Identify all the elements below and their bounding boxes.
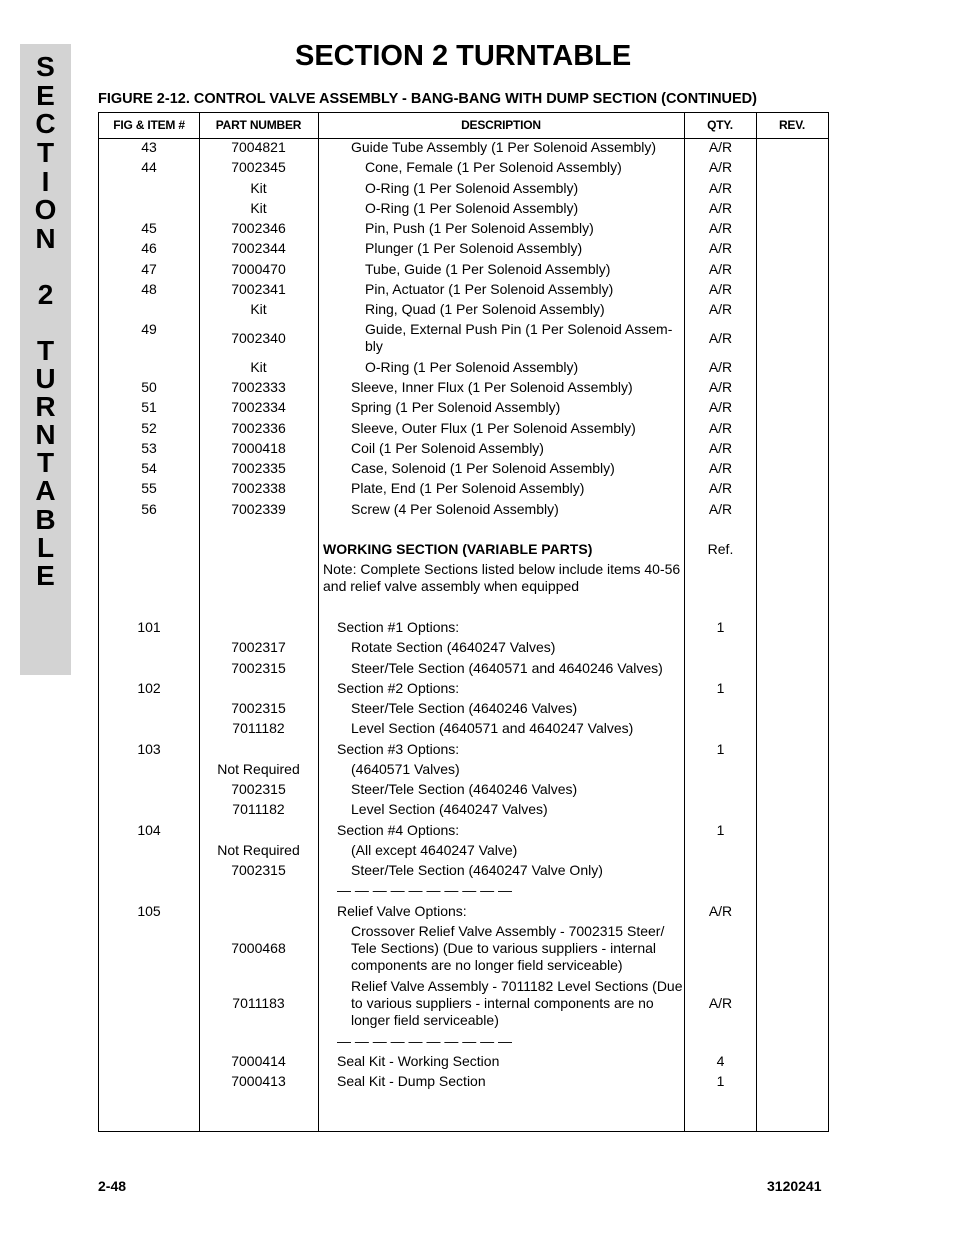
- cell-description: Pin, Actuator (1 Per Solenoid Assembly): [365, 281, 614, 297]
- cell-fig-item: 51: [141, 399, 157, 415]
- cell-description: Steer/Tele Section (4640247 Valve Only): [351, 862, 603, 878]
- cell-qty: A/R: [708, 399, 733, 415]
- cell-qty: A/R: [708, 240, 733, 256]
- side-tab-letter: O: [34, 194, 57, 225]
- cell-part-number: 7002317: [231, 639, 286, 655]
- cell-part-number: 7000470: [231, 261, 286, 277]
- cell-part-number: 7011182: [232, 801, 285, 817]
- cell-part-number: 7000413: [231, 1073, 286, 1089]
- cell-description: Seal Kit - Working Section: [337, 1053, 500, 1069]
- cell-qty: A/R: [708, 420, 733, 436]
- cell-fig-item: 105: [137, 903, 161, 919]
- parts-table: [98, 112, 829, 1132]
- cell-fig-item: 50: [141, 379, 157, 395]
- cell-part-number: 7002315: [231, 862, 286, 878]
- cell-part-number: 7002345: [231, 159, 286, 175]
- cell-part-number: 7002346: [231, 220, 286, 236]
- side-tab-letter: E: [36, 80, 55, 111]
- cell-qty: A/R: [708, 359, 733, 375]
- cell-qty: A/R: [708, 180, 733, 196]
- cell-description: Section #3 Options:: [337, 741, 460, 757]
- cell-qty: A/R: [708, 220, 733, 236]
- side-tab-letter: N: [35, 223, 56, 254]
- cell-qty: A/R: [708, 330, 733, 346]
- cell-fig-item: 43: [141, 139, 157, 155]
- cell-qty: A/R: [708, 139, 733, 155]
- cell-fig-item: 49: [141, 321, 157, 337]
- cell-description: Tube, Guide (1 Per Solenoid Assembly): [365, 261, 611, 277]
- cell-qty: A/R: [708, 159, 733, 175]
- cell-part-number: 7004821: [231, 139, 286, 155]
- cell-qty: 1: [716, 619, 725, 635]
- cell-fig-item: 46: [141, 240, 157, 256]
- cell-part-number: 7002336: [231, 420, 286, 436]
- column-divider: [318, 113, 319, 1131]
- cell-qty: A/R: [708, 501, 733, 517]
- cell-fig-item: 44: [141, 159, 157, 175]
- cell-description: Plunger (1 Per Solenoid Assembly): [365, 240, 583, 256]
- header-part-number: PART NUMBER: [215, 118, 302, 132]
- cell-part-number: 7000468: [231, 940, 286, 956]
- cell-description: Relief Valve Assembly - 7011182 Level Sections (Due to various suppliers - internal components are no longer field serviceable): [351, 978, 683, 1028]
- cell-qty: A/R: [708, 301, 733, 317]
- cell-description: Note: Complete Sections listed below include items 40-56 and relief valve assembly when equipped: [323, 561, 681, 594]
- section-side-tab: [20, 44, 71, 675]
- cell-description: Screw (4 Per Solenoid Assembly): [351, 501, 559, 517]
- cell-qty: A/R: [708, 480, 733, 496]
- cell-fig-item: 53: [141, 440, 157, 456]
- cell-part-number: 7002341: [231, 281, 286, 297]
- cell-part-number: 7002340: [231, 330, 286, 346]
- header-description: DESCRIPTION: [461, 118, 541, 132]
- cell-part-number: 7002315: [231, 700, 286, 716]
- cell-description: Crossover Relief Valve Assembly - 7002315 Steer/ Tele Sections) (Due to various suppliers - internal components are no longer field serviceable): [351, 923, 665, 973]
- page-number: 2-48: [98, 1178, 127, 1194]
- cell-qty: A/R: [708, 261, 733, 277]
- cell-fig-item: 48: [141, 281, 157, 297]
- cell-description: (4640571 Valves): [351, 761, 460, 777]
- cell-description: Guide Tube Assembly (1 Per Solenoid Assembly): [351, 139, 657, 155]
- cell-qty: A/R: [708, 281, 733, 297]
- cell-qty: A/R: [708, 440, 733, 456]
- side-tab-letter: A: [35, 475, 56, 506]
- cell-description: Case, Solenoid (1 Per Solenoid Assembly): [351, 460, 615, 476]
- cell-part-number: Kit: [250, 301, 267, 317]
- cell-description: O-Ring (1 Per Solenoid Assembly): [365, 359, 579, 375]
- cell-description: Section #2 Options:: [337, 680, 460, 696]
- cell-part-number: 7002338: [231, 480, 286, 496]
- cell-part-number: 7000418: [231, 440, 286, 456]
- cell-description: Guide, External Push Pin (1 Per Solenoid Assem-bly: [365, 321, 673, 354]
- header-fig-item: FIG & ITEM #: [113, 118, 185, 132]
- cell-description: — — — — — — — — — —: [337, 882, 513, 898]
- header-rev: REV.: [778, 118, 806, 132]
- cell-fig-item: 54: [141, 460, 157, 476]
- cell-part-number: 7002344: [231, 240, 286, 256]
- side-tab-letter: C: [35, 108, 56, 139]
- cell-qty: A/R: [708, 995, 733, 1011]
- cell-qty: A/R: [708, 460, 733, 476]
- cell-part-number: Kit: [250, 200, 267, 216]
- cell-fig-item: 103: [137, 741, 161, 757]
- side-tab-letter: T: [36, 137, 55, 168]
- cell-part-number: 7002315: [231, 781, 286, 797]
- side-tab-letter: T: [36, 447, 55, 478]
- header-qty: QTY.: [707, 118, 733, 132]
- side-tab-letter: B: [35, 504, 56, 535]
- cell-qty: Ref.: [707, 541, 734, 557]
- cell-description: Spring (1 Per Solenoid Assembly): [351, 399, 561, 415]
- cell-part-number: 7002315: [231, 660, 286, 676]
- cell-description: WORKING SECTION (VARIABLE PARTS): [323, 541, 593, 557]
- cell-qty: 4: [716, 1053, 725, 1069]
- cell-part-number: Not Required: [217, 761, 300, 777]
- cell-description: Sleeve, Inner Flux (1 Per Solenoid Assembly): [351, 379, 633, 395]
- side-tab-letter: U: [35, 363, 56, 394]
- cell-part-number: 7002335: [231, 460, 286, 476]
- cell-description: Steer/Tele Section (4640246 Valves): [351, 781, 578, 797]
- side-tab-letter: I: [41, 166, 50, 197]
- cell-description: Coil (1 Per Solenoid Assembly): [351, 440, 544, 456]
- cell-description: Section #1 Options:: [337, 619, 460, 635]
- cell-description: Seal Kit - Dump Section: [337, 1073, 486, 1089]
- cell-fig-item: 47: [141, 261, 157, 277]
- cell-fig-item: 102: [137, 680, 161, 696]
- document-number: 3120241: [767, 1178, 822, 1194]
- cell-part-number: Kit: [250, 180, 267, 196]
- cell-fig-item: 104: [137, 822, 161, 838]
- cell-description: Cone, Female (1 Per Solenoid Assembly): [365, 159, 622, 175]
- cell-fig-item: 101: [137, 619, 161, 635]
- cell-part-number: Kit: [250, 359, 267, 375]
- cell-part-number: 7002333: [231, 379, 286, 395]
- cell-description: Section #4 Options:: [337, 822, 460, 838]
- cell-fig-item: 45: [141, 220, 157, 236]
- cell-qty: A/R: [708, 200, 733, 216]
- column-divider: [756, 113, 757, 1131]
- cell-description: O-Ring (1 Per Solenoid Assembly): [365, 180, 579, 196]
- side-tab-letter: N: [35, 419, 56, 450]
- side-tab-letter: S: [36, 51, 55, 82]
- cell-qty: 1: [716, 822, 725, 838]
- cell-part-number: 7002334: [231, 399, 286, 415]
- cell-part-number: Not Required: [217, 842, 300, 858]
- cell-fig-item: 56: [141, 501, 157, 517]
- side-tab-letter: E: [36, 560, 55, 591]
- page-title: SECTION 2 TURNTABLE: [295, 40, 632, 72]
- cell-description: Ring, Quad (1 Per Solenoid Assembly): [365, 301, 605, 317]
- cell-description: O-Ring (1 Per Solenoid Assembly): [365, 200, 579, 216]
- cell-description: Rotate Section (4640247 Valves): [351, 639, 556, 655]
- cell-description: Sleeve, Outer Flux (1 Per Solenoid Assembly): [351, 420, 636, 436]
- cell-description: Level Section (4640247 Valves): [351, 801, 548, 817]
- cell-part-number: 7000414: [231, 1053, 286, 1069]
- cell-qty: 1: [716, 1073, 725, 1089]
- cell-description: Steer/Tele Section (4640571 and 4640246 Valves): [351, 660, 663, 676]
- cell-description: Steer/Tele Section (4640246 Valves): [351, 700, 578, 716]
- cell-qty: A/R: [708, 903, 733, 919]
- cell-description: — — — — — — — — — —: [337, 1033, 513, 1049]
- figure-title: FIGURE 2-12. CONTROL VALVE ASSEMBLY - BANG-BANG WITH DUMP SECTION (CONTINUED): [98, 91, 757, 107]
- side-tab-letter: 2: [37, 279, 54, 310]
- cell-qty: 1: [716, 680, 725, 696]
- side-tab-letter: R: [35, 391, 56, 422]
- cell-part-number: 7011183: [232, 995, 285, 1011]
- cell-description: Pin, Push (1 Per Solenoid Assembly): [365, 220, 594, 236]
- cell-description: Plate, End (1 Per Solenoid Assembly): [351, 480, 585, 496]
- cell-fig-item: 55: [141, 480, 157, 496]
- side-tab-letter: T: [36, 335, 55, 366]
- cell-description: Level Section (4640571 and 4640247 Valves): [351, 720, 634, 736]
- side-tab-letter: L: [36, 532, 55, 563]
- cell-qty: 1: [716, 741, 725, 757]
- cell-fig-item: 52: [141, 420, 157, 436]
- cell-part-number: 7002339: [231, 501, 286, 517]
- cell-description: Relief Valve Options:: [337, 903, 467, 919]
- cell-part-number: 7011182: [232, 720, 285, 736]
- cell-description: (All except 4640247 Valve): [351, 842, 518, 858]
- cell-qty: A/R: [708, 379, 733, 395]
